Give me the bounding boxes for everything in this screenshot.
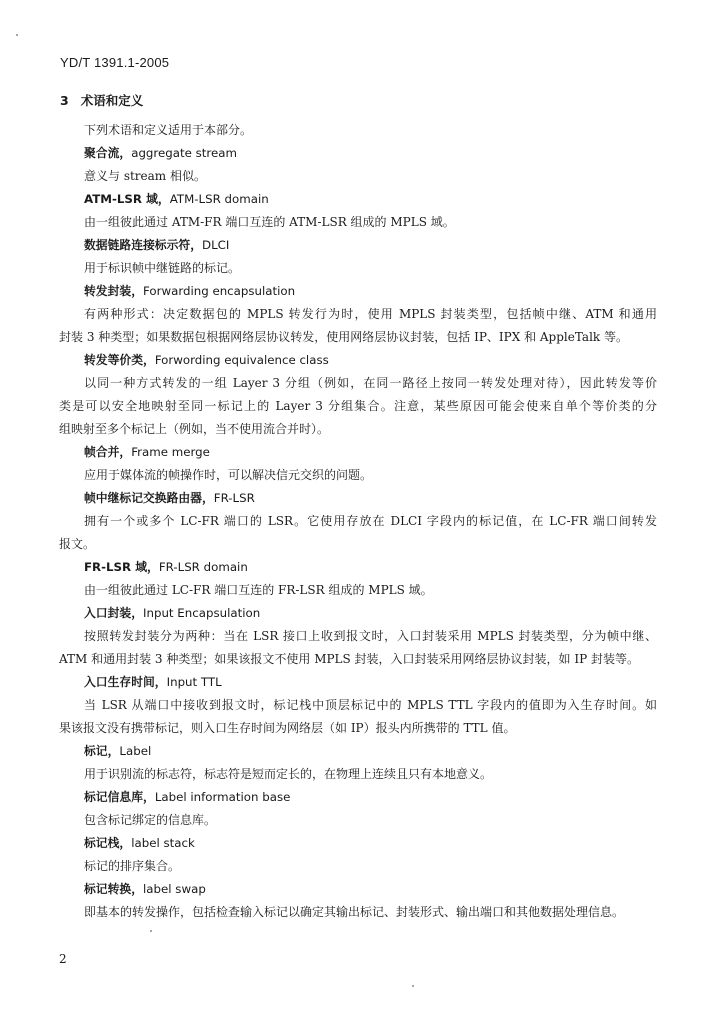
term-en: label stack xyxy=(131,836,195,850)
term-definition-line: 当 LSR 从端口中接收到报文时，标记栈中顶层标记中的 MPLS TTL 字段内的值即为入生存时间。如 xyxy=(84,698,657,712)
section-title: 术语和定义 xyxy=(80,93,144,108)
term-zh: 转发封装 xyxy=(84,284,132,298)
term-en: Forwording equivalence class xyxy=(154,353,329,367)
term-definition-line: 应用于媒体流的帧操作时，可以解决信元交织的问题。 xyxy=(84,468,373,482)
scan-speck xyxy=(150,930,152,932)
term-en: Label information base xyxy=(154,790,291,804)
term-heading: 标记转换，label swap xyxy=(84,882,206,896)
term-zh: ATM-LSR 域 xyxy=(84,192,158,206)
term-definition-line: ATM 和通用封装 3 种类型；如果该报文不使用 MPLS 封装，入口封装采用网络层协议封装，如 IP 封装等。 xyxy=(59,652,640,666)
term-heading: 数据链路连接标示符，DLCI xyxy=(84,238,230,252)
term-en: Frame merge xyxy=(131,445,210,459)
term-zh: 入口封装 xyxy=(84,606,132,620)
scan-speck xyxy=(412,985,414,987)
term-heading: 转发等价类，Forwording equivalence class xyxy=(84,353,329,367)
term-en: ATM-LSR domain xyxy=(169,192,269,206)
term-zh: 标记转换 xyxy=(84,882,132,896)
term-zh: 聚合流 xyxy=(84,146,120,160)
term-en: Forwarding encapsulation xyxy=(143,284,296,298)
term-definition-line: 用于识别流的标志符，标志符是短而定长的，在物理上连续且只有本地意义。 xyxy=(84,767,493,781)
term-zh: 转发等价类 xyxy=(84,353,143,367)
term-definition-line: 标记的排序集合。 xyxy=(84,859,181,873)
intro-paragraph: 下列术语和定义适用于本部分。 xyxy=(84,123,253,137)
term-en: DLCI xyxy=(202,238,230,252)
term-definition-line: 报文。 xyxy=(59,537,96,551)
term-heading: 入口封装，Input Encapsulation xyxy=(84,606,261,620)
term-en: Label xyxy=(119,744,152,758)
term-heading: 聚合流，aggregate stream xyxy=(84,146,237,160)
term-heading: 标记栈，label stack xyxy=(84,836,195,850)
term-definition-line: 用于标识帧中继链路的标记。 xyxy=(84,261,241,275)
term-zh: 帧合并 xyxy=(84,445,120,459)
section-heading xyxy=(60,91,143,109)
document-code: YD/T 1391.1-2005 xyxy=(60,55,170,70)
term-zh: 标记栈 xyxy=(84,836,120,850)
term-definition-line: 由一组彼此通过 ATM-FR 端口互连的 ATM-LSR 组成的 MPLS 域。 xyxy=(84,215,455,229)
term-en: FR-LSR xyxy=(213,491,255,505)
page-number: 2 xyxy=(59,952,67,966)
term-definition-line: 由一组彼此通过 LC-FR 端口互连的 FR-LSR 组成的 MPLS 域。 xyxy=(84,583,433,597)
term-heading: FR-LSR 域，FR-LSR domain xyxy=(84,560,248,574)
term-heading: 标记，Label xyxy=(84,744,152,758)
term-zh: 数据链路连接标示符 xyxy=(84,238,191,252)
term-heading: ATM-LSR 域，ATM-LSR domain xyxy=(84,192,269,206)
term-definition-line: 意义与 stream 相似。 xyxy=(84,169,206,183)
term-definition-line: 包含标记绑定的信息库。 xyxy=(84,813,217,827)
term-heading: 转发封装，Forwarding encapsulation xyxy=(84,284,296,298)
term-definition-line: 拥有一个或多个 LC-FR 端口的 LSR。它使用存放在 DLCI 字段内的标记值，在 LC-FR 端口间转发 xyxy=(84,514,657,528)
term-definition-line: 以同一种方式转发的一组 Layer 3 分组（例如，在同一路径上按同一转发处理对待），因此转发等价 xyxy=(84,376,657,390)
term-definition-line: 果该报文没有携带标记，则入口生存时间为网络层（如 IP）报头内所携带的 TTL 值。 xyxy=(59,721,516,735)
term-zh: 标记信息库 xyxy=(84,790,143,804)
section-number: 3 xyxy=(60,93,69,108)
term-definition-line: 组映射至多个标记上（例如，当不使用流合并时）。 xyxy=(59,422,330,436)
term-heading: 帧中继标记交换路由器，FR-LSR xyxy=(84,491,255,505)
term-en: Input Encapsulation xyxy=(143,606,261,620)
terms-body xyxy=(59,119,657,924)
term-definition-line: 有两种形式：决定数据包的 MPLS 转发行为时，使用 MPLS 封装类型，包括帧中继、ATM 和通用 xyxy=(84,307,657,321)
term-definition-line: 类是可以安全地映射至同一标记上的 Layer 3 分组集合。注意，某些原因可能会使来自单个等价类的分 xyxy=(59,399,657,413)
term-definition-line: 即基本的转发操作，包括检查输入标记以确定其输出标记、封装形式、输出端口和其他数据处理信息。 xyxy=(84,905,625,919)
term-en: FR-LSR domain xyxy=(158,560,248,574)
term-zh: 标记 xyxy=(84,744,108,758)
term-en: label swap xyxy=(143,882,206,896)
term-zh: FR-LSR 域 xyxy=(84,560,148,574)
term-heading: 标记信息库，Label information base xyxy=(84,790,291,804)
term-en: Input TTL xyxy=(166,675,222,689)
term-en: aggregate stream xyxy=(131,146,237,160)
term-definition-line: 按照转发封装分为两种：当在 LSR 接口上收到报文时，入口封装采用 MPLS 封装类型，分为帧中继、 xyxy=(84,629,657,643)
term-heading: 帧合并，Frame merge xyxy=(84,445,210,459)
scan-speck xyxy=(16,34,18,36)
term-heading: 入口生存时间，Input TTL xyxy=(84,675,222,689)
term-zh: 帧中继标记交换路由器 xyxy=(84,491,202,505)
term-definition-line: 封装 3 种类型；如果数据包根据网络层协议转发，使用网络层协议封装，包括 IP、IPX 和 AppleTalk 等。 xyxy=(59,330,629,344)
term-zh: 入口生存时间 xyxy=(84,675,155,689)
